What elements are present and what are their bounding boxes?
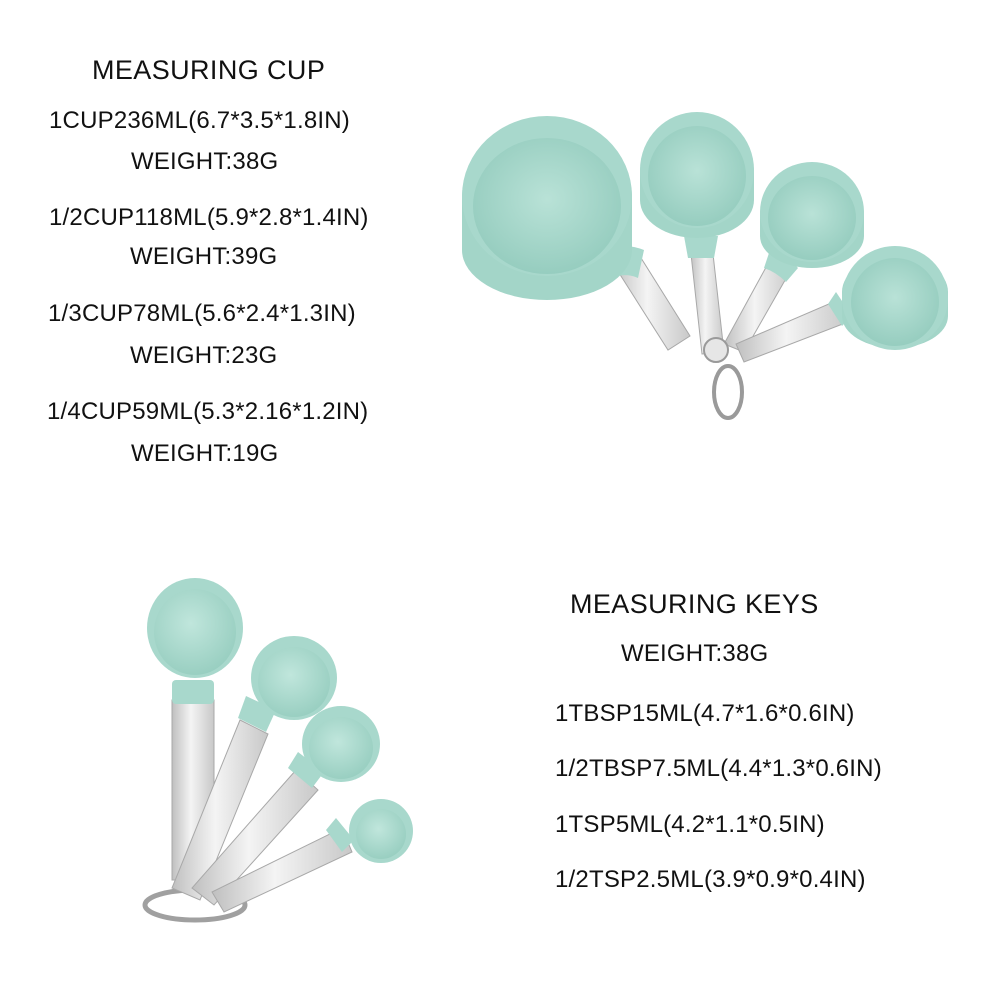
spoon-2 (251, 636, 337, 720)
cup-size-4: 1/4CUP59ML(5.3*2.16*1.2IN) (47, 398, 369, 425)
cup-size-2: 1/2CUP118ML(5.9*2.8*1.4IN) (49, 204, 369, 231)
cup-2 (640, 112, 754, 238)
spoon-3 (302, 706, 380, 782)
cup-weight-3: WEIGHT:23G (130, 342, 278, 369)
cup-size-3: 1/3CUP78ML(5.6*2.4*1.3IN) (48, 300, 356, 327)
cup-key-ring (714, 366, 742, 418)
measuring-cups-image (462, 112, 948, 418)
cups-title: MEASURING CUP (92, 55, 326, 85)
spoon-size-2: 1/2TBSP7.5ML(4.4*1.3*0.6IN) (555, 755, 882, 782)
spoon-size-1: 1TBSP15ML(4.7*1.6*0.6IN) (555, 700, 855, 727)
spoons-weight: WEIGHT:38G (621, 640, 769, 667)
cup-4 (842, 246, 948, 350)
spoon-4 (349, 799, 413, 863)
spoon-size-4: 1/2TSP2.5ML(3.9*0.9*0.4IN) (555, 866, 866, 893)
cup-weight-1: WEIGHT:38G (131, 148, 279, 175)
cup-weight-2: WEIGHT:39G (130, 243, 278, 270)
spoon-size-3: 1TSP5ML(4.2*1.1*0.5IN) (555, 811, 825, 838)
measuring-spoons-image (145, 578, 413, 920)
cup-weight-4: WEIGHT:19G (131, 440, 279, 467)
spoons-title: MEASURING KEYS (570, 589, 819, 619)
spoon-1 (147, 578, 243, 678)
cup-1 (462, 116, 632, 300)
cup-size-1: 1CUP236ML(6.7*3.5*1.8IN) (49, 107, 350, 134)
cup-3 (760, 162, 864, 268)
